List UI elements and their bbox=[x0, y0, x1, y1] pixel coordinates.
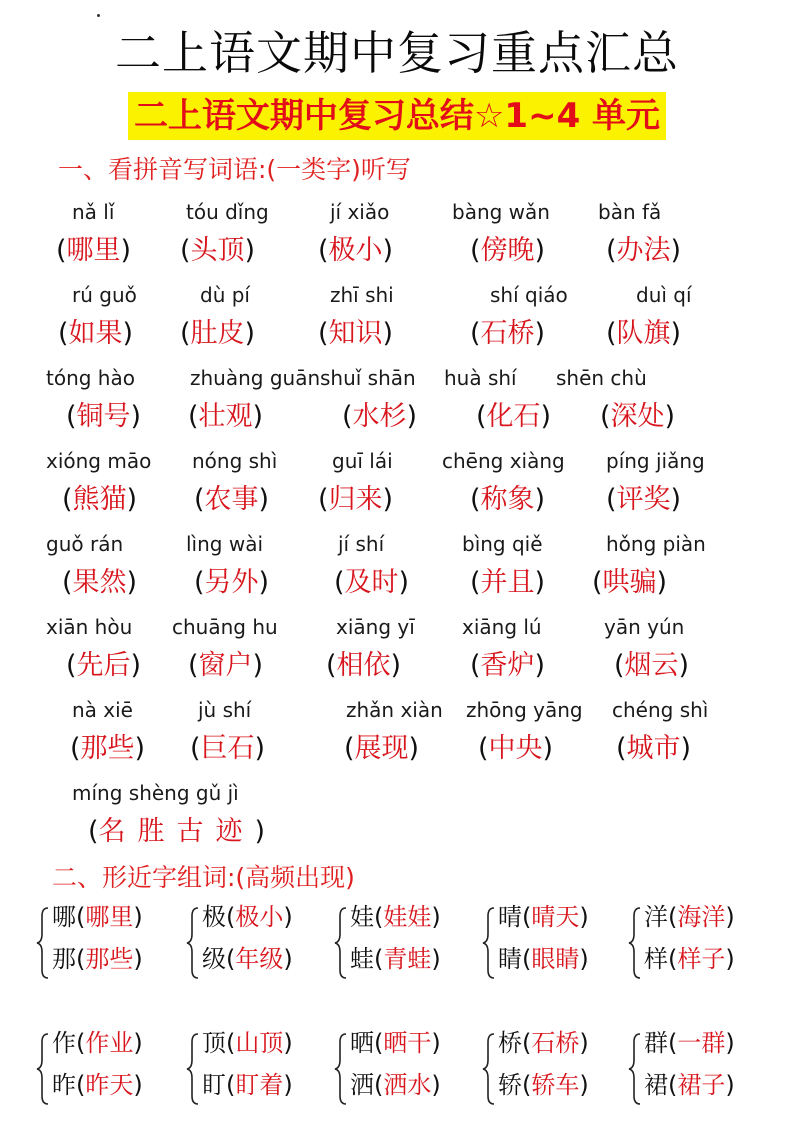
answer-word-text: 另外 bbox=[204, 567, 259, 598]
similar-char-line: 晒(晒干) bbox=[350, 1029, 441, 1057]
similar-char-pair bbox=[36, 1026, 186, 1116]
pinyin: míng shèng gǔ jì bbox=[72, 781, 239, 805]
similar-char-line: 裙(裙子) bbox=[644, 1071, 735, 1099]
compound-word: 洒水 bbox=[383, 1071, 432, 1099]
base-char: 桥 bbox=[498, 1029, 522, 1057]
compound-word: 晴天 bbox=[531, 903, 580, 931]
base-char: 晒 bbox=[350, 1029, 374, 1057]
base-char: 作 bbox=[52, 1029, 76, 1057]
compound-word: 眼睛 bbox=[531, 945, 580, 973]
answer-word-text: 水杉 bbox=[352, 401, 407, 432]
base-char: 睛 bbox=[498, 945, 522, 973]
pinyin: duì qí bbox=[636, 283, 692, 307]
similar-char-line: 桥(石桥) bbox=[498, 1029, 589, 1057]
base-char: 轿 bbox=[498, 1071, 522, 1099]
similar-char-line: 蛙(青蛙) bbox=[350, 945, 441, 973]
answer-word: (那些) bbox=[70, 733, 146, 764]
pinyin: tóu dǐng bbox=[186, 200, 269, 224]
compound-word: 哪里 bbox=[85, 903, 134, 931]
curly-brace-icon bbox=[36, 1032, 50, 1106]
answer-word: (烟云) bbox=[614, 650, 690, 681]
page-title: 二上语文期中复习重点汇总 bbox=[115, 26, 679, 80]
answer-word-text: 化石 bbox=[486, 401, 541, 432]
pinyin: rú guǒ bbox=[72, 283, 137, 307]
pinyin: bàn fǎ bbox=[598, 200, 662, 224]
similar-char-pair bbox=[186, 900, 336, 990]
answer-word: (肚皮) bbox=[180, 318, 256, 349]
pinyin: nóng shì bbox=[192, 449, 278, 473]
compound-word: 娃娃 bbox=[383, 903, 432, 931]
compound-word: 盯着 bbox=[235, 1071, 284, 1099]
similar-char-line: 作(作业) bbox=[52, 1029, 143, 1057]
compound-word: 年级 bbox=[235, 945, 284, 973]
similar-char-pair bbox=[628, 900, 778, 990]
answer-word-text: 展现 bbox=[354, 733, 409, 764]
compound-word: 轿车 bbox=[531, 1071, 580, 1099]
answer-word-text: 队旗 bbox=[616, 318, 671, 349]
answer-word-text: 壮观 bbox=[198, 401, 253, 432]
answer-word: (先后) bbox=[66, 650, 142, 681]
similar-char-line: 洒(洒水) bbox=[350, 1071, 441, 1099]
pinyin: xiān hòu bbox=[46, 615, 133, 639]
answer-word-text: 果然 bbox=[72, 567, 127, 598]
pinyin: lìng wài bbox=[186, 532, 264, 556]
answer-word: (哪里) bbox=[56, 235, 132, 266]
base-char: 样 bbox=[644, 945, 668, 973]
answer-word: (窗户) bbox=[188, 650, 264, 681]
base-char: 洒 bbox=[350, 1071, 374, 1099]
answer-word: (评奖) bbox=[606, 484, 682, 515]
pinyin: bàng wǎn bbox=[452, 200, 550, 224]
pinyin: dù pí bbox=[200, 283, 250, 307]
answer-word: (铜号) bbox=[66, 401, 142, 432]
pinyin: xiāng lú bbox=[462, 615, 542, 639]
curly-brace-icon bbox=[36, 906, 50, 980]
pinyin: huà shí bbox=[444, 366, 517, 390]
answer-word-text: 并且 bbox=[480, 567, 535, 598]
curly-brace-icon bbox=[482, 906, 496, 980]
compound-word: 晒干 bbox=[383, 1029, 432, 1057]
similar-char-line: 晴(晴天) bbox=[498, 903, 589, 931]
similar-char-line: 睛(眼睛) bbox=[498, 945, 589, 973]
similar-char-line: 轿(轿车) bbox=[498, 1071, 589, 1099]
answer-word: (巨石) bbox=[190, 733, 266, 764]
subtitle: 二上语文期中复习总结☆1~4 单元 bbox=[128, 92, 666, 140]
pinyin: chēng xiàng bbox=[442, 449, 565, 473]
answer-word: (并且) bbox=[470, 567, 546, 598]
base-char: 蛙 bbox=[350, 945, 374, 973]
answer-word-text: 先后 bbox=[76, 650, 131, 681]
base-char: 那 bbox=[52, 945, 76, 973]
base-char: 裙 bbox=[644, 1071, 668, 1099]
compound-word: 青蛙 bbox=[383, 945, 432, 973]
answer-word-text: 那些 bbox=[80, 733, 135, 764]
pinyin: yān yún bbox=[604, 615, 685, 639]
similar-char-line: 洋(海洋) bbox=[644, 903, 735, 931]
answer-word-text: 铜号 bbox=[76, 401, 131, 432]
answer-word-text: 石桥 bbox=[480, 318, 535, 349]
answer-word: (知识) bbox=[318, 318, 394, 349]
curly-brace-icon bbox=[628, 906, 642, 980]
curly-brace-icon bbox=[334, 1032, 348, 1106]
answer-word-text: 香炉 bbox=[480, 650, 535, 681]
similar-char-line: 级(年级) bbox=[202, 945, 293, 973]
answer-word: (名胜古迹) bbox=[88, 816, 266, 847]
compound-word: 昨天 bbox=[85, 1071, 134, 1099]
answer-word-text: 农事 bbox=[204, 484, 259, 515]
similar-char-pair bbox=[334, 1026, 484, 1116]
speck-mark bbox=[97, 14, 100, 17]
similar-char-line: 顶(山顶) bbox=[202, 1029, 293, 1057]
answer-word-text: 中央 bbox=[488, 733, 543, 764]
answer-word: (深处) bbox=[600, 401, 676, 432]
similar-char-pair bbox=[482, 900, 632, 990]
base-char: 晴 bbox=[498, 903, 522, 931]
compound-word: 石桥 bbox=[531, 1029, 580, 1057]
curly-brace-icon bbox=[628, 1032, 642, 1106]
answer-word-text: 知识 bbox=[328, 318, 383, 349]
answer-word-text: 头顶 bbox=[190, 235, 245, 266]
pinyin: nǎ lǐ bbox=[72, 200, 115, 224]
answer-word: (头顶) bbox=[180, 235, 256, 266]
answer-word-text: 熊猫 bbox=[72, 484, 127, 515]
answer-word-text: 窗户 bbox=[198, 650, 253, 681]
compound-word: 山顶 bbox=[235, 1029, 284, 1057]
compound-word: 海洋 bbox=[677, 903, 726, 931]
answer-word-text: 哄骗 bbox=[602, 567, 657, 598]
pinyin: xióng māo bbox=[46, 449, 152, 473]
similar-char-line: 盯(盯着) bbox=[202, 1071, 293, 1099]
answer-word: (另外) bbox=[194, 567, 270, 598]
curly-brace-icon bbox=[334, 906, 348, 980]
pinyin: chuāng hu bbox=[172, 615, 278, 639]
section1-title: 一、看拼音写词语:(一类字)听写 bbox=[58, 155, 411, 184]
base-char: 顶 bbox=[202, 1029, 226, 1057]
compound-word: 一群 bbox=[677, 1029, 726, 1057]
answer-word: (及时) bbox=[334, 567, 410, 598]
base-char: 哪 bbox=[52, 903, 76, 931]
pinyin: tóng hào bbox=[46, 366, 135, 390]
compound-word: 极小 bbox=[235, 903, 284, 931]
pinyin: hǒng piàn bbox=[606, 532, 706, 556]
answer-word: (称象) bbox=[470, 484, 546, 515]
answer-word-text: 办法 bbox=[616, 235, 671, 266]
pinyin: zhī shi bbox=[330, 283, 394, 307]
pinyin: xiāng yī bbox=[336, 615, 415, 639]
pinyin: zhuàng guān bbox=[190, 366, 321, 390]
answer-word: (香炉) bbox=[470, 650, 546, 681]
answer-word: (办法) bbox=[606, 235, 682, 266]
similar-char-pair bbox=[36, 900, 186, 990]
pinyin: zhōng yāng bbox=[466, 698, 583, 722]
similar-char-pair bbox=[482, 1026, 632, 1116]
answer-word: (农事) bbox=[194, 484, 270, 515]
pinyin: píng jiǎng bbox=[606, 449, 705, 473]
pinyin: jù shí bbox=[198, 698, 252, 722]
similar-char-line: 那(那些) bbox=[52, 945, 143, 973]
answer-word: (果然) bbox=[62, 567, 138, 598]
answer-word: (傍晚) bbox=[470, 235, 546, 266]
answer-word: (壮观) bbox=[188, 401, 264, 432]
answer-word: (中央) bbox=[478, 733, 554, 764]
pinyin: shuǐ shān bbox=[320, 366, 416, 390]
answer-word-text: 极小 bbox=[328, 235, 383, 266]
compound-word: 裙子 bbox=[677, 1071, 726, 1099]
base-char: 洋 bbox=[644, 903, 668, 931]
answer-word: (熊猫) bbox=[62, 484, 138, 515]
compound-word: 那些 bbox=[85, 945, 134, 973]
base-char: 盯 bbox=[202, 1071, 226, 1099]
answer-word: (归来) bbox=[318, 484, 394, 515]
similar-char-line: 样(样子) bbox=[644, 945, 735, 973]
answer-word-text: 评奖 bbox=[616, 484, 671, 515]
pinyin: chéng shì bbox=[612, 698, 709, 722]
curly-brace-icon bbox=[186, 1032, 200, 1106]
answer-word-text: 肚皮 bbox=[190, 318, 245, 349]
answer-word-text: 哪里 bbox=[66, 235, 121, 266]
answer-word: (化石) bbox=[476, 401, 552, 432]
pinyin: shēn chù bbox=[556, 366, 647, 390]
base-char: 昨 bbox=[52, 1071, 76, 1099]
answer-word-text: 城市 bbox=[626, 733, 681, 764]
curly-brace-icon bbox=[186, 906, 200, 980]
answer-word-text: 巨石 bbox=[200, 733, 255, 764]
answer-word: (哄骗) bbox=[592, 567, 668, 598]
pinyin: jí xiǎo bbox=[330, 200, 390, 224]
compound-word: 作业 bbox=[85, 1029, 134, 1057]
base-char: 极 bbox=[202, 903, 226, 931]
similar-char-pair bbox=[334, 900, 484, 990]
base-char: 级 bbox=[202, 945, 226, 973]
answer-word: (如果) bbox=[58, 318, 134, 349]
pinyin: zhǎn xiàn bbox=[346, 698, 443, 722]
base-char: 娃 bbox=[350, 903, 374, 931]
subtitle-banner bbox=[0, 92, 794, 140]
section2-title: 二、形近字组词:(高频出现) bbox=[52, 863, 355, 892]
compound-word: 样子 bbox=[677, 945, 726, 973]
similar-char-line: 哪(哪里) bbox=[52, 903, 143, 931]
similar-char-pair bbox=[186, 1026, 336, 1116]
pinyin: guī lái bbox=[332, 449, 393, 473]
answer-word: (石桥) bbox=[470, 318, 546, 349]
answer-word-text: 深处 bbox=[610, 401, 665, 432]
answer-word-text: 傍晚 bbox=[480, 235, 535, 266]
pinyin: guǒ rán bbox=[46, 532, 124, 556]
similar-char-pair bbox=[628, 1026, 778, 1116]
answer-word-text: 称象 bbox=[480, 484, 535, 515]
answer-word-text: 如果 bbox=[68, 318, 123, 349]
answer-word: (极小) bbox=[318, 235, 394, 266]
similar-char-line: 娃(娃娃) bbox=[350, 903, 441, 931]
pinyin: nà xiē bbox=[72, 698, 133, 722]
pinyin: jí shí bbox=[338, 532, 385, 556]
answer-word-text: 归来 bbox=[328, 484, 383, 515]
pinyin: bìng qiě bbox=[462, 532, 543, 556]
similar-char-line: 昨(昨天) bbox=[52, 1071, 143, 1099]
answer-word: (城市) bbox=[616, 733, 692, 764]
curly-brace-icon bbox=[482, 1032, 496, 1106]
answer-word-text: 名胜古迹 bbox=[98, 816, 255, 847]
pinyin: shí qiáo bbox=[490, 283, 568, 307]
base-char: 群 bbox=[644, 1029, 668, 1057]
similar-char-line: 群(一群) bbox=[644, 1029, 735, 1057]
answer-word-text: 及时 bbox=[344, 567, 399, 598]
answer-word: (相依) bbox=[326, 650, 402, 681]
answer-word: (队旗) bbox=[606, 318, 682, 349]
answer-word-text: 相依 bbox=[336, 650, 391, 681]
answer-word: (展现) bbox=[344, 733, 420, 764]
answer-word-text: 烟云 bbox=[624, 650, 679, 681]
similar-char-line: 极(极小) bbox=[202, 903, 293, 931]
answer-word: (水杉) bbox=[342, 401, 418, 432]
